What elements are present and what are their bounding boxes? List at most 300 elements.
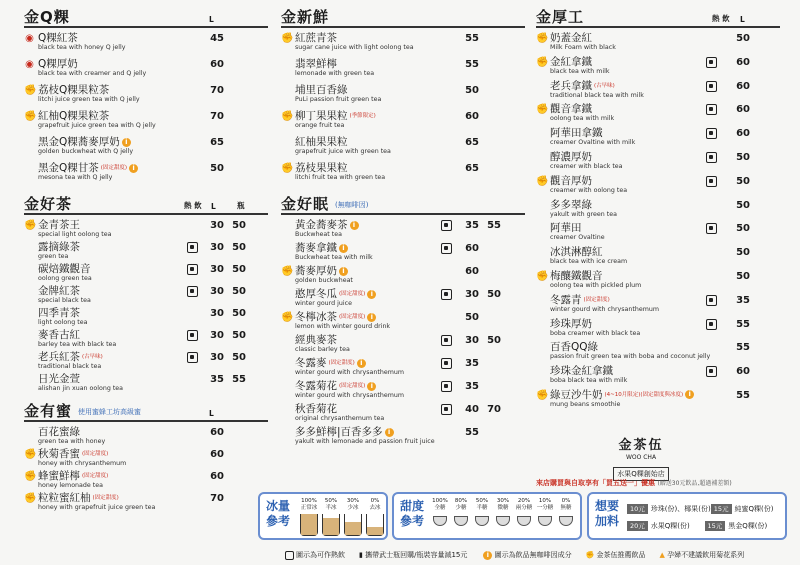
price-large: 50: [232, 308, 246, 319]
menu-item: [536, 317, 780, 341]
item-name-en: green tea with honey: [38, 438, 106, 445]
item-name-en: green tea: [38, 253, 69, 260]
item-name-zh: 奶蓋金紅: [550, 32, 592, 44]
item-name-zh: 珍珠厚奶: [550, 317, 592, 330]
item-name: [295, 58, 337, 70]
hot-icon: [706, 319, 717, 330]
menu-item: [24, 491, 268, 513]
sweet-level: 50% 半糖: [475, 498, 489, 511]
item-name: [38, 448, 108, 460]
info-icon: i: [685, 390, 694, 399]
menu-item: [281, 218, 525, 241]
price-large: 55: [487, 220, 501, 231]
spoon-icon: [496, 516, 510, 526]
menu-item: [281, 310, 525, 333]
bubble-icon: ◉: [25, 33, 34, 44]
item-name-en: orange fruit tea: [295, 122, 345, 129]
item-name-en: honey with chrysanthemum: [38, 460, 127, 467]
item-name: [38, 241, 80, 253]
item-name-zh: 觀音厚奶: [550, 174, 592, 187]
menu-item: [24, 350, 268, 372]
legend-cup: ▮ 攜帶武士瓶回購/瓶裝容量減15元: [359, 551, 468, 559]
menu-item: [24, 306, 268, 328]
price-medium: 30: [465, 289, 479, 300]
item-name: [295, 110, 376, 122]
item-name-en: honey lemonade tea: [38, 482, 103, 489]
item-tag: (固定甜度): [82, 473, 109, 479]
recommend-icon: ✊: [281, 33, 294, 44]
menu-item: [536, 221, 780, 245]
item-name: [550, 389, 694, 401]
price-large: 50: [487, 289, 501, 300]
menu-item: [281, 356, 525, 379]
menu-item: [536, 364, 780, 388]
item-name: [550, 80, 615, 92]
item-name-zh: 珍珠金紅拿鐵: [550, 365, 613, 378]
price-medium: 30: [210, 308, 224, 319]
menu-section: [24, 400, 268, 513]
item-name-zh: 碳焙鐵觀音: [38, 263, 91, 275]
item-name-zh: 金青茶王: [38, 219, 80, 231]
menu-item: [24, 109, 268, 135]
add-on-name: 黑金Q粿(份): [728, 521, 768, 530]
spoon-icon: [433, 516, 447, 526]
item-name: [38, 351, 103, 363]
item-name-zh: 四季青茶: [38, 307, 80, 319]
section-header: [24, 193, 268, 215]
price-medium: 55: [736, 342, 750, 354]
info-icon: i: [339, 244, 348, 253]
price-medium: 50: [736, 33, 750, 44]
item-name-en: special light oolong tea: [38, 231, 112, 238]
item-name: [550, 32, 592, 44]
item-name: [295, 334, 337, 346]
item-name-en: original chrysanthemum tea: [295, 415, 385, 422]
ice-level: 0% 去冰: [369, 498, 381, 511]
legend-hot: 圖示為可作熱飲: [285, 550, 345, 560]
item-name-zh: 翡翠鮮檸: [295, 58, 337, 70]
item-name-zh: 麥香古紅: [38, 329, 80, 341]
menu-item: [536, 31, 780, 55]
section-title: 金有蜜: [24, 402, 73, 420]
item-tag: (固定甜度): [339, 383, 366, 389]
item-name-en: oolong tea with pickled plum: [550, 281, 642, 289]
item-name: [38, 84, 109, 96]
menu-item: [24, 425, 268, 447]
item-name-zh: 紅柚Q粿果粒茶: [38, 110, 110, 122]
item-name: [550, 127, 603, 139]
price-large: 50: [232, 220, 246, 231]
menu-item: [281, 333, 525, 356]
add-on-price: 15元: [711, 504, 732, 514]
item-name: [550, 294, 610, 306]
item-name-zh: 冬露菊花: [295, 380, 337, 392]
item-name-zh: 日光金萱: [38, 373, 80, 385]
price-medium: 60: [465, 243, 479, 254]
price-large: 60: [210, 471, 224, 482]
header-large: L: [211, 202, 216, 211]
price-large: 50: [465, 85, 479, 96]
item-name: [550, 365, 613, 377]
item-name: [295, 311, 376, 323]
menu-section: [281, 193, 525, 448]
menu-item: [536, 198, 780, 222]
spoon-icon: [454, 516, 468, 526]
item-name-zh: 阿華田拿鐵: [550, 127, 603, 140]
menu-item: [24, 262, 268, 284]
add-label: 想要加料: [595, 499, 620, 528]
recommend-icon: ✊: [24, 493, 37, 504]
item-name: [550, 199, 592, 211]
price-medium: 55: [736, 389, 750, 401]
item-name-zh: 百香QQ綠: [550, 341, 599, 354]
item-name-en: mung beans smoothie: [550, 400, 621, 408]
item-name-en: lemonade with green tea: [295, 70, 375, 77]
item-name: [550, 318, 592, 330]
section-title: 金Q粿: [24, 8, 70, 26]
add-on-name: 水果Q粿(份): [650, 521, 690, 530]
hot-icon: [706, 295, 717, 306]
price-medium: 50: [736, 247, 750, 259]
menu-item: [281, 135, 525, 161]
hot-icon: [706, 81, 717, 92]
info-icon: i: [483, 551, 492, 560]
ice-label: 冰量參考: [266, 499, 291, 528]
price-medium: 50: [465, 312, 479, 323]
menu-item: [281, 287, 525, 310]
item-name-zh: 多多翠綠: [550, 198, 592, 211]
item-name-zh: 百花蜜綠: [38, 426, 80, 438]
price-medium: 60: [736, 104, 750, 116]
item-name-zh: 憨厚冬瓜: [295, 288, 337, 300]
item-name-zh: 粒粒蜜紅柚: [38, 492, 91, 504]
info-icon: i: [385, 428, 394, 437]
menu-item: [536, 269, 780, 293]
item-name-zh: 經典麥茶: [295, 334, 337, 346]
item-name: [295, 242, 348, 254]
menu-item: [281, 57, 525, 83]
item-name: [38, 492, 119, 504]
menu-item: [536, 340, 780, 364]
hot-icon: [706, 223, 717, 234]
recommend-icon: ✊: [281, 111, 294, 122]
item-name-zh: 黃金蕎麥茶: [295, 219, 348, 231]
item-tag: (古早味): [594, 82, 615, 89]
price-medium: 40: [465, 404, 479, 415]
spoon-icon: [559, 516, 573, 526]
price-medium: 35: [465, 358, 479, 369]
sweet-level: 80% 少糖: [454, 498, 468, 511]
item-name: [550, 246, 603, 258]
legend-rec: ✊ 金茶伍推薦飲品: [585, 551, 646, 559]
info-icon: i: [367, 290, 376, 299]
item-name-zh: 埔里百香綠: [295, 84, 348, 96]
hot-icon: [706, 104, 717, 115]
item-name: [38, 329, 80, 341]
item-name-en: oolong tea with milk: [550, 115, 615, 123]
price-medium: 30: [210, 286, 224, 297]
price-large: 50: [487, 335, 501, 346]
menu-item: [536, 55, 780, 79]
menu-column-3: [536, 6, 780, 418]
menu-column-1: [24, 6, 268, 519]
price-medium: 60: [736, 128, 750, 140]
item-name: [550, 56, 592, 68]
item-name: [295, 84, 348, 96]
header-bottle: 瓶: [237, 201, 245, 210]
sweet-level: 20% 兩分糖: [515, 498, 533, 511]
spoon-icon: [538, 516, 552, 526]
item-name-en: mesona tea with Q jelly: [38, 174, 113, 181]
item-name-en: black tea with creamer and Q jelly: [38, 70, 147, 77]
spoon-icon: [517, 516, 531, 526]
item-name: 多多鮮檸|百香多多 i: [295, 426, 394, 438]
item-name-zh: 黑金Q粿蕎麥厚奶: [38, 136, 120, 148]
price-large: 45: [210, 33, 224, 44]
item-name-zh: 露摘綠茶: [38, 241, 80, 253]
add-ons-box: [587, 492, 787, 540]
item-name-zh: 老兵拿鐵: [550, 79, 592, 92]
price-medium: 30: [210, 352, 224, 363]
item-name-zh: 紅蔗青茶: [295, 32, 337, 44]
item-name: [550, 341, 598, 353]
item-name: [38, 373, 80, 385]
header-large: L: [740, 15, 745, 24]
header-hot: 熱 飲: [712, 14, 730, 23]
item-name-en: passion fruit green tea with boba and coconut jelly: [550, 353, 711, 361]
hot-icon: [187, 286, 198, 297]
item-name-zh: 金牌紅茶: [38, 285, 80, 297]
item-tag: (4~10月限定)(固定甜度與冰度): [604, 391, 684, 398]
item-name-zh: 黑金Q粿甘茶: [38, 162, 99, 174]
menu-item: [536, 245, 780, 269]
item-name: [295, 403, 337, 415]
price-medium: 60: [736, 56, 750, 68]
item-name-en: golden buckwheat: [295, 277, 353, 284]
recommend-icon: ✊: [24, 85, 37, 96]
spoon-icon: [475, 516, 489, 526]
price-large: 60: [210, 427, 224, 438]
price-large: 50: [232, 264, 246, 275]
info-icon: i: [129, 164, 138, 173]
add-ons-list: [627, 500, 782, 534]
hot-icon: [441, 220, 452, 231]
ice-level: 30% 少冰: [346, 498, 360, 511]
item-name-en: winter gourd with chrysanthemum: [295, 369, 404, 376]
recommend-icon: ✊: [24, 449, 37, 460]
item-name-en: black tea with honey Q jelly: [38, 44, 126, 51]
item-name-en: oolong green tea: [38, 275, 92, 282]
item-name-zh: 紅柚果果粒: [295, 136, 348, 148]
item-name-zh: 冬露麥: [295, 357, 327, 369]
recommend-icon: ✊: [24, 111, 37, 122]
price-medium: 35: [210, 374, 224, 385]
sweet-level-box: [392, 492, 582, 540]
item-name: [38, 219, 80, 231]
cup-icon: [344, 514, 362, 536]
item-name-en: litchi juice green tea with Q jelly: [38, 96, 140, 103]
item-name: [550, 175, 592, 187]
menu-item: [281, 264, 525, 287]
recommend-icon: ✊: [536, 389, 549, 401]
price-medium: 30: [465, 335, 479, 346]
price-medium: 30: [210, 264, 224, 275]
hot-icon: [706, 152, 717, 163]
price-large: 70: [210, 85, 224, 96]
item-name-zh: 柳丁果果粒: [295, 110, 348, 122]
item-name-en: black tea with milk: [550, 67, 610, 75]
menu-item: [24, 31, 268, 57]
price-medium: 30: [210, 330, 224, 341]
header-large: L: [209, 409, 214, 418]
warning-icon: ▲: [659, 551, 665, 559]
item-name: [550, 270, 603, 282]
ice-level-box: [258, 492, 388, 540]
item-name-en: special black tea: [38, 297, 91, 304]
item-name-zh: 荔枝Q粿果粒茶: [38, 84, 110, 96]
section-header: [536, 6, 780, 28]
item-name: [38, 426, 80, 438]
item-name-en: PuLi passion fruit green tea: [295, 96, 382, 103]
price-large: 50: [232, 352, 246, 363]
ice-level: 50% 半冰: [324, 498, 338, 511]
section-title: 金新鮮: [281, 8, 330, 26]
price-large: 70: [210, 111, 224, 122]
hot-icon: [706, 57, 717, 68]
cup-icon: [322, 514, 340, 536]
item-name-en: winter gourd with chrysanthemum: [295, 392, 404, 399]
item-tag: (固定甜度): [100, 165, 128, 171]
section-note: 使用蜜蜂工坊高級蜜: [78, 408, 142, 416]
item-name-en: barley tea with black tea: [38, 341, 117, 348]
add-on-row: [627, 517, 782, 534]
price-large: 55: [232, 374, 246, 385]
recommend-icon: ✊: [24, 471, 37, 482]
item-name-zh: 蕎麥厚奶: [295, 265, 337, 277]
section-title: 金好眠: [281, 195, 330, 213]
item-name-en: yakult with lemonade and passion fruit juice: [295, 438, 435, 445]
info-icon: i: [339, 267, 348, 276]
add-on-price: 20元: [627, 521, 648, 531]
menu-item: [281, 109, 525, 135]
item-name-zh: 冬露青: [550, 293, 582, 306]
promo-sub: (贈送30元飲品,超過補差額): [657, 480, 732, 487]
brand-tagline: 水果Q粿創始店: [613, 467, 669, 481]
item-name-zh: 秋香菊花: [295, 403, 337, 415]
add-on-price: 10元: [627, 504, 648, 514]
price-large: 55: [465, 59, 479, 70]
menu-item: [24, 469, 268, 491]
item-name: [38, 110, 109, 122]
recommend-icon: ✊: [281, 163, 294, 174]
menu-section: [24, 6, 268, 187]
price-large: 60: [465, 111, 479, 122]
item-name-en: alishan jin xuan oolong tea: [38, 385, 124, 392]
price-medium: 35: [465, 220, 479, 231]
item-name-en: creamer with black tea: [550, 162, 623, 170]
item-name: [38, 58, 78, 70]
recommend-icon: ✊: [281, 266, 294, 277]
menu-item: [24, 240, 268, 262]
item-name-en: sugar cane juice with light oolong tea: [295, 44, 414, 51]
item-name-en: honey with grapefruit juice green tea: [38, 504, 156, 511]
menu-item: [24, 372, 268, 394]
item-name-en: creamer Ovaltine: [550, 234, 605, 242]
menu-item: [24, 57, 268, 83]
section-header: [24, 6, 268, 28]
hot-icon: [706, 366, 717, 377]
price-medium: 50: [736, 175, 750, 187]
item-name-en: lemon with winter gourd drink: [295, 323, 391, 330]
item-name: [38, 263, 91, 275]
menu-item: [24, 135, 268, 161]
ice-level: 100% 正常冰: [300, 498, 318, 511]
menu-item: [24, 83, 268, 109]
hot-icon: [441, 404, 452, 415]
item-name-extra: 百香多多: [340, 426, 383, 438]
price-large: 65: [465, 163, 479, 174]
item-name-en: Buckwheat tea: [295, 231, 342, 238]
price-large: 60: [210, 449, 224, 460]
price-medium: 55: [465, 427, 479, 438]
item-name-zh: 蜂蜜鮮檸: [38, 470, 80, 482]
item-name-en: boba creamer with black tea: [550, 329, 641, 337]
recommend-icon: ✊: [536, 33, 549, 44]
price-large: 65: [465, 137, 479, 148]
hot-icon: [441, 381, 452, 392]
price-large: 50: [210, 163, 224, 174]
section-header: [281, 6, 525, 28]
item-name-en: traditional black tea: [38, 363, 102, 370]
promo-main: 來店購買與自取享有「買五送一」優惠: [536, 479, 655, 487]
item-name-en: creamer with oolong tea: [550, 186, 628, 194]
price-medium: 60: [736, 366, 750, 378]
item-name-en: grapefruit juice green tea with Q jelly: [38, 122, 156, 129]
menu-item: [536, 150, 780, 174]
add-on-name: 珍珠(份)、椰果(份): [650, 504, 711, 513]
legend: [285, 550, 744, 560]
menu-item: [24, 161, 268, 187]
item-name: [295, 288, 376, 300]
item-name-zh: 老兵紅茶: [38, 351, 80, 363]
item-tag: (固定甜度): [92, 495, 119, 501]
item-name-zh: 多多鮮檸: [295, 426, 337, 438]
item-name: [295, 380, 376, 392]
item-name-en: litchi fruit tea with green tea: [295, 174, 386, 181]
menu-item: [281, 425, 525, 448]
item-name: [295, 357, 366, 369]
menu-item: [281, 402, 525, 425]
item-name: [550, 151, 592, 163]
item-tag: (季節限定): [349, 113, 376, 119]
menu-section: [536, 6, 780, 412]
item-tag: (固定甜度): [339, 291, 366, 297]
hot-icon: [441, 289, 452, 300]
item-name: [38, 470, 108, 482]
hot-icon: [187, 264, 198, 275]
info-icon: i: [350, 221, 359, 230]
item-name: [38, 285, 80, 297]
price-medium: 50: [736, 223, 750, 235]
info-icon: i: [367, 382, 376, 391]
price-medium: 35: [465, 381, 479, 392]
info-icon: i: [367, 313, 376, 322]
menu-item: [24, 328, 268, 350]
header-hot: 熱 飲: [184, 201, 202, 210]
price-large: 70: [210, 493, 224, 504]
promo-text: [536, 478, 796, 488]
item-name: [38, 162, 138, 174]
